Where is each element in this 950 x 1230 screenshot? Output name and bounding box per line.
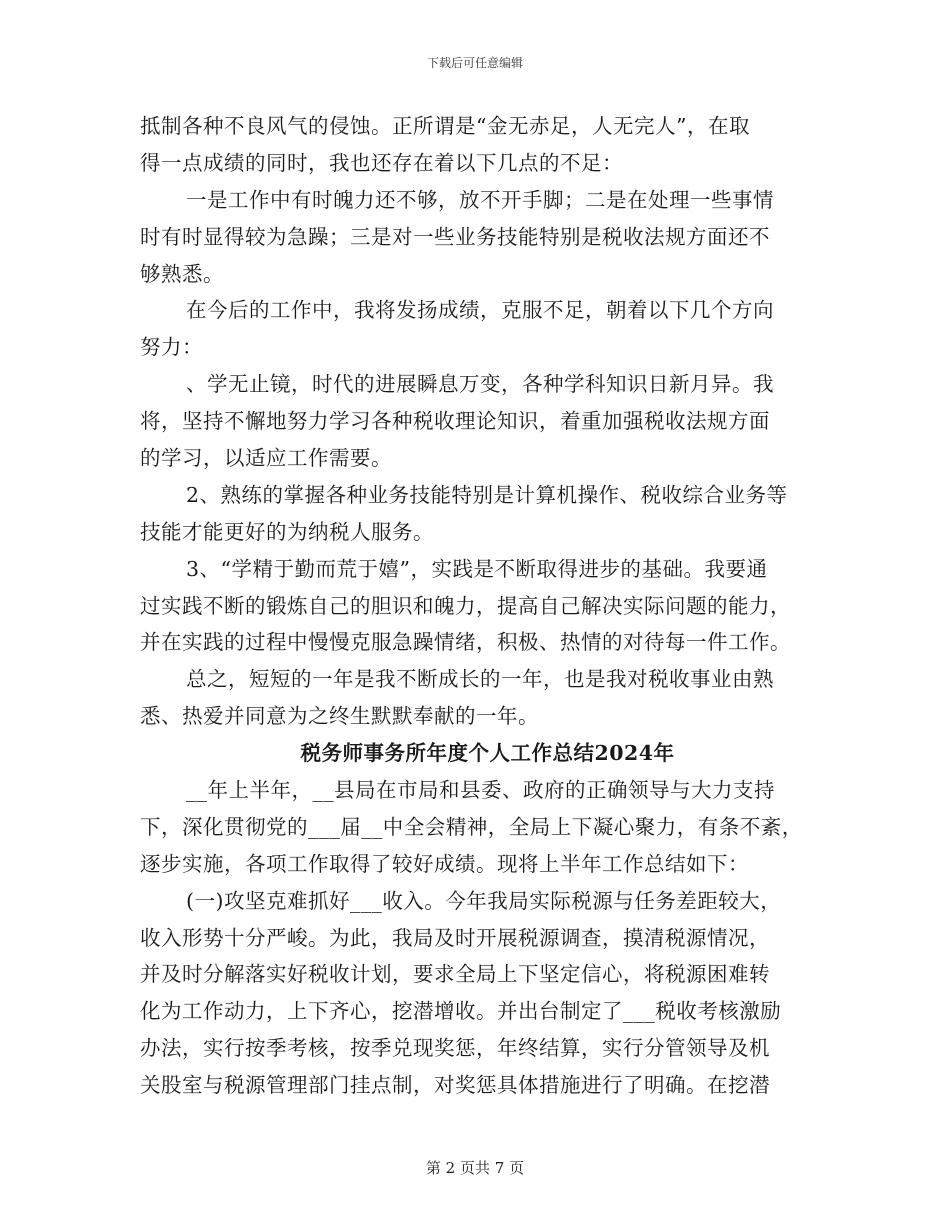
- text-line: 一是工作中有时魄力还不够，放不开手脚；二是在处理一些事情: [186, 187, 774, 212]
- text-line: 2、熟练的掌握各种业务技能特别是计算机操作、税收综合业务等: [186, 482, 788, 507]
- text-line: 并及时分解落实好税收计划，要求全局上下坚定信心，将税源困难转: [140, 962, 770, 987]
- text-line: 将，坚持不懈地努力学习各种税收理论知识，着重加强税收法规方面: [140, 409, 770, 434]
- text-line: 努力：: [140, 335, 203, 360]
- text-line: 化为工作动力，上下齐心，挖潜增收。并出台制定了___税收考核激励: [140, 999, 782, 1024]
- page-header: 下载后可任意编辑: [426, 56, 523, 70]
- text-line: 并在实践的过程中慢慢克服急躁情绪，积极、热情的对待每一件工作。: [140, 630, 791, 655]
- text-line: 办法，实行按季考核，按季兑现奖惩，年终结算，实行分管领导及机: [140, 1036, 770, 1061]
- text-line: 够熟悉。: [140, 261, 224, 286]
- text-line: 收入形势十分严峻。为此，我局及时开展税源调查，摸清税源情况，: [140, 925, 770, 950]
- text-line: 抵制各种不良风气的侵蚀。正所谓是“金无赤足，人无完人”，在取: [140, 114, 750, 138]
- text-line: 关股室与税源管理部门挂点制，对奖惩具体措施进行了明确。在挖潜: [140, 1073, 770, 1098]
- text-line: 得一点成绩的同时，我也还存在着以下几点的不足：: [140, 150, 623, 175]
- document-body: [140, 108, 815, 1104]
- section-title: 税务师事务所年度个人工作总结2024年: [300, 741, 675, 766]
- text-line: 的学习，以适应工作需要。: [140, 446, 392, 471]
- text-line: (一)攻坚克难抓好___收入。今年我局实际税源与任务差距较大，: [186, 888, 782, 913]
- text-line: 技能才能更好的为纳税人服务。: [140, 519, 434, 544]
- page-footer: 第 2 页共 7 页: [425, 1159, 525, 1177]
- text-line: 时有时显得较为急躁；三是对一些业务技能特别是税收法规方面还不: [140, 224, 770, 249]
- text-line: __年上半年，__县局在市局和县委、政府的正确领导与大力支持: [186, 778, 775, 803]
- text-line: 悉、热爱并同意为之终生默默奉献的一年。: [140, 704, 539, 729]
- text-line: 3、“学精于勤而荒于嬉”，实践是不断取得进步的基础。我要通: [186, 556, 768, 581]
- text-line: 过实践不断的锻炼自己的胆识和魄力，提高自己解决实际问题的能力，: [140, 593, 791, 618]
- text-line: 逐步实施，各项工作取得了较好成绩。现将上半年工作总结如下：: [140, 851, 749, 876]
- text-line: 在今后的工作中，我将发扬成绩，克服不足，朝着以下几个方向: [186, 298, 774, 323]
- text-line: 下，深化贯彻党的___届__中全会精神，全局上下凝心聚力，有条不紊，: [140, 814, 803, 839]
- text-line: 总之，短短的一年是我不断成长的一年，也是我对税收事业由熟: [186, 667, 774, 692]
- text-line: 、学无止镜，时代的进展瞬息万变，各种学科知识日新月异。我: [186, 372, 774, 397]
